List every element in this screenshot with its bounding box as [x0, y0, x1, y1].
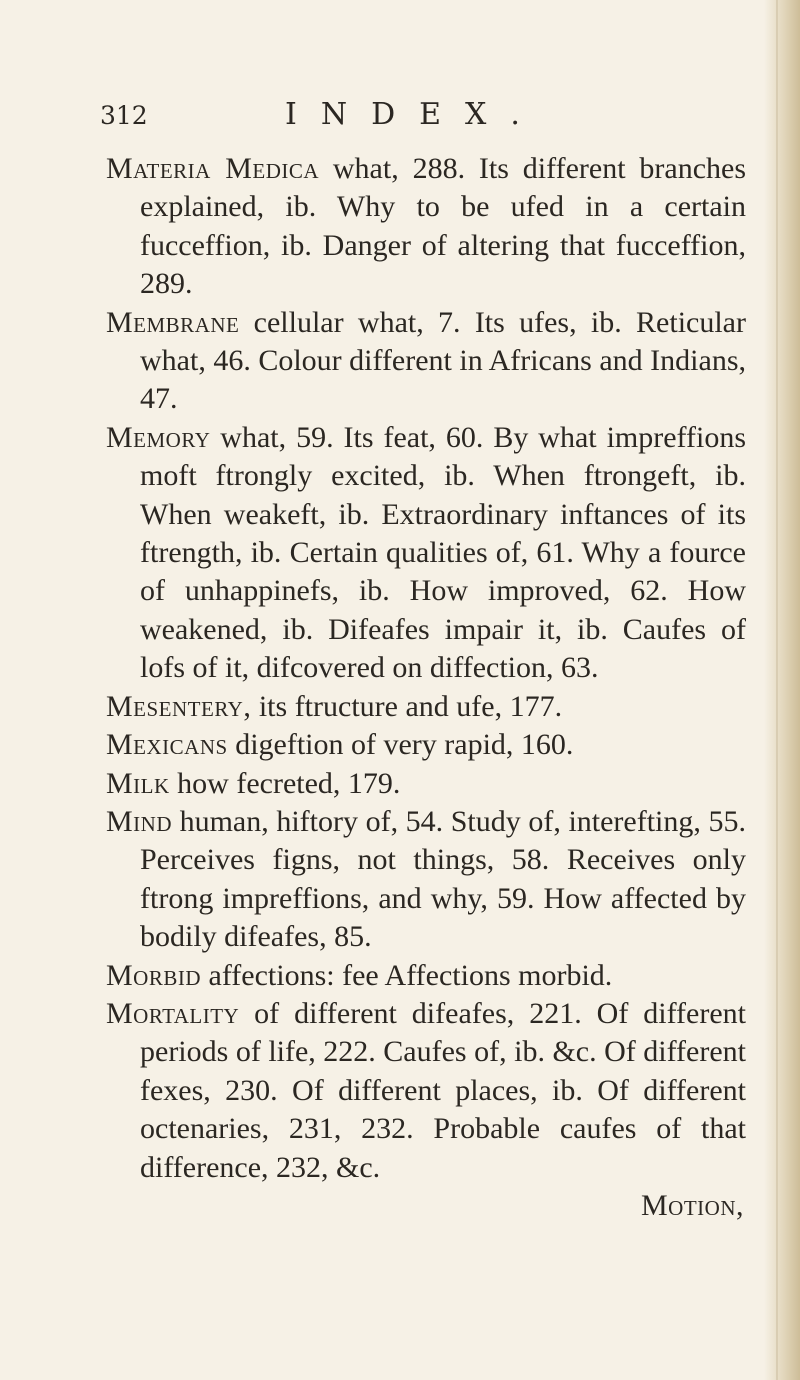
entry-text: digeftion of very rapid, 160.	[227, 728, 574, 762]
entry-headword: Membrane	[106, 305, 240, 339]
entry-headword: Morbid	[106, 958, 202, 992]
running-title: INDEX.	[285, 97, 544, 132]
index-entry-mortality	[106, 995, 746, 1187]
entry-text: how fecreted, 179.	[169, 766, 401, 800]
entry-text: what, 288. Its different branches explained, ib. Why to be ufed in a certain fucceffion, ib. Danger of altering that fucceffion, 289.	[140, 152, 746, 301]
page-header	[100, 93, 740, 137]
index-entry-milk	[106, 765, 746, 803]
catchword: Motion,	[641, 1188, 744, 1222]
entry-headword: Mexicans	[106, 728, 228, 762]
index-entry-mexicans	[106, 726, 746, 764]
index-entry-morbid	[106, 957, 746, 995]
entry-headword: Materia Medica	[106, 152, 320, 185]
entry-headword: Milk	[106, 766, 170, 800]
entry-headword: Mortality	[106, 996, 240, 1030]
entry-text: affections: fee Affections morbid.	[201, 958, 613, 992]
index-entry-materia-medica	[106, 150, 746, 304]
entry-text: human, hiftory of, 54. Study of, interefting, 55. Perceives figns, not things, 58. Receives only ftrong impreffions, and why, 59. How affected by bodily difeafes, 85.	[140, 804, 746, 954]
index-entry-membrane	[106, 304, 746, 419]
index-entry-memory	[106, 419, 746, 688]
entry-headword: Mesentery,	[106, 689, 252, 723]
entry-text: cellular what, 7. Its ufes, ib. Reticular what, 46. Colour different in Africans and Indians, 47.	[140, 305, 746, 416]
page-edge-shadow	[764, 0, 800, 1380]
entry-headword: Memory	[106, 420, 211, 454]
page-number: 312	[100, 101, 148, 130]
index-entries	[106, 150, 746, 1225]
entry-text: what, 59. Its feat, 60. By what impreffions moft ftrongly excited, ib. When ftrongeft, ib. When weakeft, ib. Extraordinary inftances of its ftrength, ib. Certain qualities of, 61. Why a fource of unhappinefs, ib. How improved, 62. How weakened, ib. Difeafes impair it, ib. Caufes of lofs of it, difcovered on diffection, 63.	[140, 420, 746, 685]
index-entry-mesentery	[106, 688, 746, 726]
entry-headword: Mind	[106, 804, 172, 838]
entry-text: of different difeafes, 221. Of different periods of life, 222. Caufes of, ib. &c. Of different fexes, 230. Of different places, ib. Of different octenaries, 231, 232. Probable caufes of that difference, 232, &c.	[140, 996, 746, 1184]
entry-text: its ftructure and ufe, 177.	[251, 689, 563, 723]
page-edge-line	[776, 0, 778, 1380]
index-entry-mind	[106, 803, 746, 957]
